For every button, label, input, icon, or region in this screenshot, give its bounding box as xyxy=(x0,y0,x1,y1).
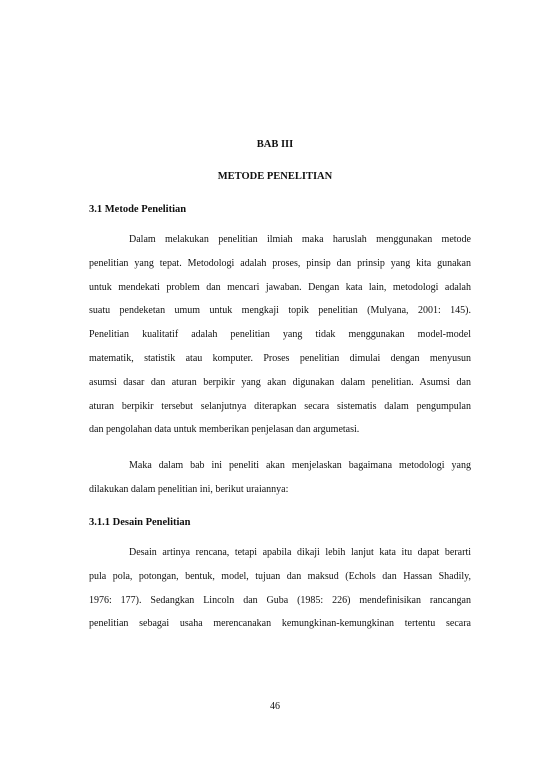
paragraph-chapter-overview xyxy=(89,454,471,502)
section-heading: 3.1 Metode Penelitian xyxy=(89,204,187,215)
chapter-title: BAB III xyxy=(256,139,294,150)
paragraph-line: aturan berpikir tersebut selanjutnya diterapkan secara sistematis dalam pengumpulan xyxy=(89,400,471,412)
paragraph-line: suatu pendeketan umum untuk mengkaji topik penelitian (Mulyana, 2001: 145). xyxy=(89,305,471,317)
page-number: 46 xyxy=(270,701,280,712)
paragraph-line: matematik, statistik atau komputer. Proses penelitian dimulai dengan menyusun xyxy=(89,352,471,364)
paragraph-line: Penelitian kualitatif adalah penelitian yang tidak menggunakan model-model xyxy=(89,329,471,341)
paragraph-line: asumsi dasar dan aturan berpikir yang akan digunakan dalam penelitian. Asumsi dan xyxy=(89,376,471,388)
paragraph-design xyxy=(89,541,471,636)
subsection-heading: 3.1.1 Desain Penelitian xyxy=(89,517,191,528)
paragraph-line: pula pola, potongan, bentuk, model, tujuan dan maksud (Echols dan Hassan Shadily, xyxy=(89,570,471,582)
paragraph-line: untuk mendekati problem dan mencari jawaban. Dengan kata lain, metodologi adalah xyxy=(89,281,471,293)
paragraph-line: Maka dalam bab ini peneliti akan menjelaskan bagaimana metodologi yang xyxy=(129,460,471,471)
paragraph-line: Desain artinya rencana, tetapi apabila dikaji lebih lanjut kata itu dapat berarti xyxy=(129,547,471,558)
paragraph-line: penelitian yang tepat. Metodologi adalah proses, pinsip dan prinsip yang kita gunakan xyxy=(89,257,471,269)
paragraph-line: Dalam melakukan penelitian ilmiah maka haruslah menggunakan metode xyxy=(129,234,471,245)
paragraph-line: dilakukan dalam penelitian ini, berikut uraiannya: xyxy=(89,483,289,495)
paragraph-line: penelitian sebagai usaha merencanakan kemungkinan-kemungkinan tertentu secara xyxy=(89,618,471,630)
paragraph-line: dan pengolahan data untuk memberikan penjelasan dan argumetasi. xyxy=(89,424,360,436)
paragraph-method-intro xyxy=(89,228,471,442)
chapter-subtitle: METODE PENELITIAN xyxy=(217,171,333,182)
paragraph-line: 1976: 177). Sedangkan Lincoln dan Guba (1985: 226) mendefinisikan rancangan xyxy=(89,594,471,606)
